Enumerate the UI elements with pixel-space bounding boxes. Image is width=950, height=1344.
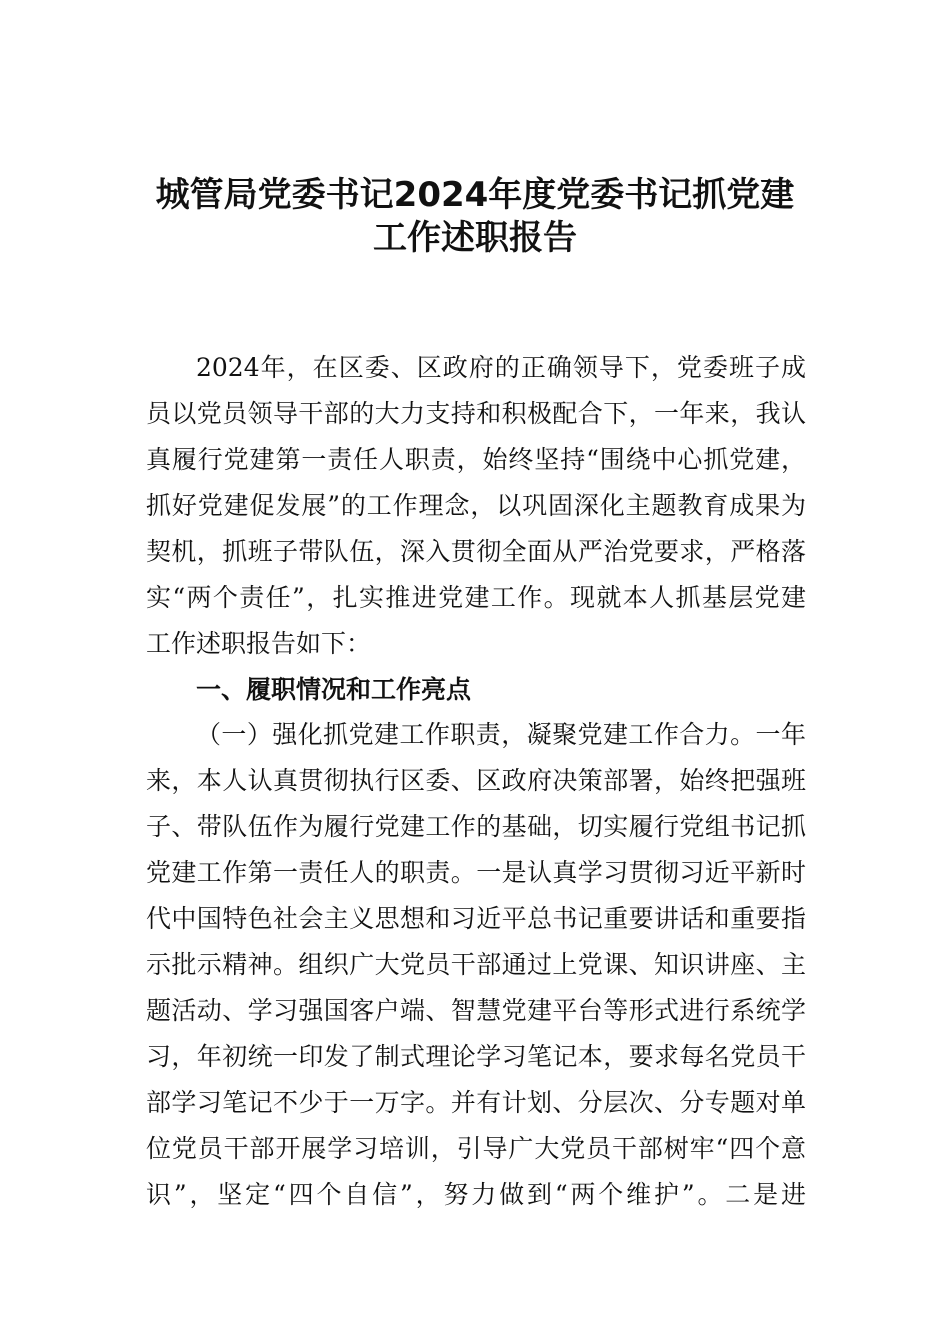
- paragraph-line: 实“两个责任”，扎实推进党建工作。现就本人抓基层党建: [146, 583, 806, 612]
- paragraph-line: 来，本人认真贯彻执行区委、区政府决策部署，始终把强班: [146, 766, 806, 795]
- paragraph-line: 真履行党建第一责任人职责，始终坚持“围绕中心抓党建，: [146, 445, 806, 474]
- paragraph-line: 部学习笔记不少于一万字。并有计划、分层次、分专题对单: [146, 1088, 806, 1117]
- paragraph-line: 党建工作第一责任人的职责。一是认真学习贯彻习近平新时: [146, 858, 806, 887]
- paragraph-line: 工作述职报告如下：: [146, 629, 372, 658]
- paragraph-line: 题活动、学习强国客户端、智慧党建平台等形式进行系统学: [146, 996, 806, 1025]
- document-title-line-1: 城管局党委书记2024年度党委书记抓党建: [155, 175, 795, 215]
- paragraph-line: 员以党员领导干部的大力支持和积极配合下，一年来，我认: [146, 399, 806, 428]
- paragraph-line: 识”，坚定“四个自信”，努力做到“两个维护”。二是进: [146, 1180, 806, 1209]
- paragraph-line: 代中国特色社会主义思想和习近平总书记重要讲话和重要指: [146, 904, 806, 933]
- paragraph-line: 示批示精神。组织广大党员干部通过上党课、知识讲座、主: [146, 950, 806, 979]
- paragraph-line: 位党员干部开展学习培训，引导广大党员干部树牢“四个意: [146, 1134, 806, 1163]
- paragraph-line: （一）强化抓党建工作职责，凝聚党建工作合力。一年: [196, 720, 806, 749]
- paragraph-line: 抓好党建促发展”的工作理念，以巩固深化主题教育成果为: [146, 491, 806, 520]
- document-title-line-2: 工作述职报告: [373, 218, 577, 258]
- section-heading: 一、履职情况和工作亮点: [196, 675, 472, 704]
- paragraph-line: 习，年初统一印发了制式理论学习笔记本，要求每名党员干: [146, 1042, 806, 1071]
- paragraph-line: 2024年，在区委、区政府的正确领导下，党委班子成: [196, 353, 806, 382]
- paragraph-line: 契机，抓班子带队伍，深入贯彻全面从严治党要求，严格落: [146, 537, 806, 566]
- paragraph-line: 子、带队伍作为履行党建工作的基础，切实履行党组书记抓: [146, 812, 806, 841]
